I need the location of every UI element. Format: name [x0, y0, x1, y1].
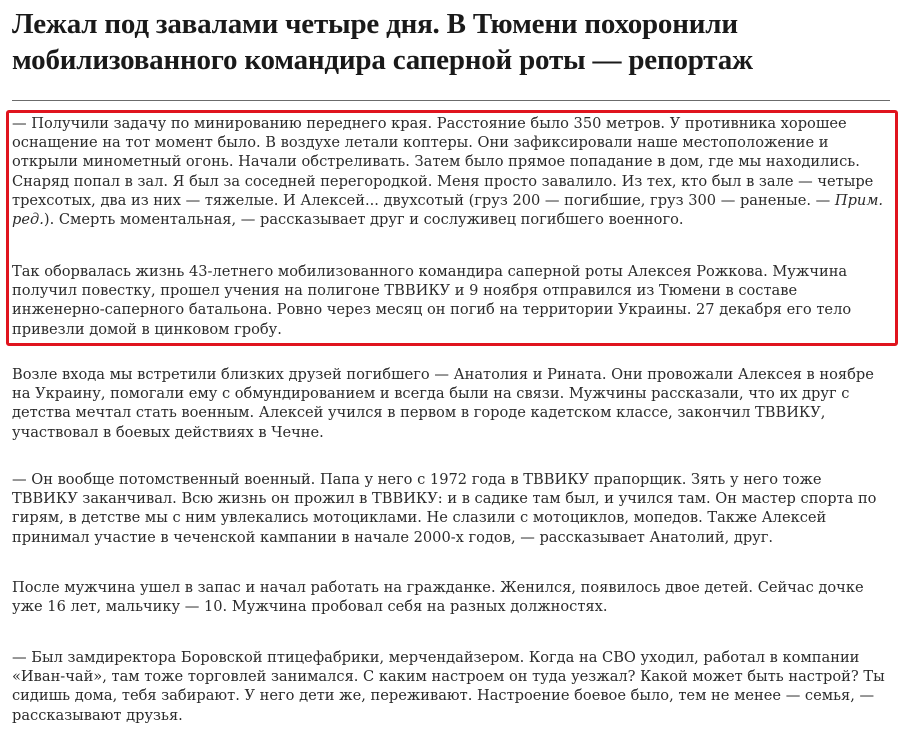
article-paragraph: После мужчина ушел в запас и начал работать на гражданке. Женился, появилось двое детей. Сейчас дочке уже 16 лет, мальчику — 10. Мужчина пробовал себя на разных должностях. — [12, 579, 864, 616]
quote-text-end: ). Смерть моментальная, — рассказывает друг и сослуживец погибшего военного. — [43, 211, 684, 229]
article-headline: Лежал под завалами четыре дня. В Тюмени похоронили мобилизованного командира саперной роты — репортаж — [12, 8, 753, 76]
quote-text: — Получили задачу по минированию переднего края. Расстояние было 350 метров. У противника хорошее оснащение на тот момент было. В воздухе летали коптеры. Они зафиксировали наше местоположение и открыли минометный огонь. Начали обстреливать. Затем было прямое попадание в дом, где мы находились. Снаряд попал в зал. Я был за соседней перегородкой. Меня просто завалило. Из тех, кто был в зале — четыре трехсотых, два из них — тяжелые. И Алексей... двухсотый (груз 200 — погибшие, груз 300 — раненые. — — [12, 115, 874, 209]
article-paragraph: Возле входа мы встретили близких друзей погибшего — Анатолия и Рината. Они провожали Алексея в ноябре на Украину, помогали ему с обмундированием и всегда были на связи. Мужчины рассказали, что их друг с детства мечтал стать военным. Алексей учился в первом в городе кадетском классе, закончил ТВВИКУ, участвовал в боевых действиях в Чечне. — [12, 366, 874, 441]
article-paragraph: — Был замдиректора Боровской птицефабрики, мерчендайзером. Когда на СВО уходил, работал в компании «Иван-чай», там тоже торговлей занимался. С каким настроем он туда уезжал? Какой может быть настрой? Ты сидишь дома, тебя забирают. У него дети же, переживают. Настроение боевое было, тем не менее — семья, — рассказывают друзья. — [12, 649, 885, 724]
article-paragraph: — Он вообще потомственный военный. Папа у него с 1972 года в ТВВИКУ прапорщик. Зять у него тоже ТВВИКУ заканчивал. Всю жизнь он прожил в ТВВИКУ: и в садике там был, и учился там. Он мастер спорта по гирям, в детстве мы с ним увлекались мотоциклами. Не слазили с мотоциклов, мопедов. Также Алексей принимал участие в чеченской кампании в начале 2000-х годов, — рассказывает Анатолий, друг. — [12, 471, 877, 546]
editor-note: Прим. ред. — [12, 191, 884, 229]
highlighted-summary-paragraph: Так оборвалась жизнь 43-летнего мобилизованного командира саперной роты Алексея Рожкова. Мужчина получил повестку, прошел учения на полигоне ТВВИКУ и 9 ноября отправился из Тюмени в составе инженерно-саперного батальона. Ровно через месяц он погиб на территории Украины. 27 декабря его тело привезли домой в цинковом гробу. — [12, 263, 852, 338]
highlighted-quote-paragraph — [12, 114, 890, 229]
headline-divider — [12, 100, 890, 101]
